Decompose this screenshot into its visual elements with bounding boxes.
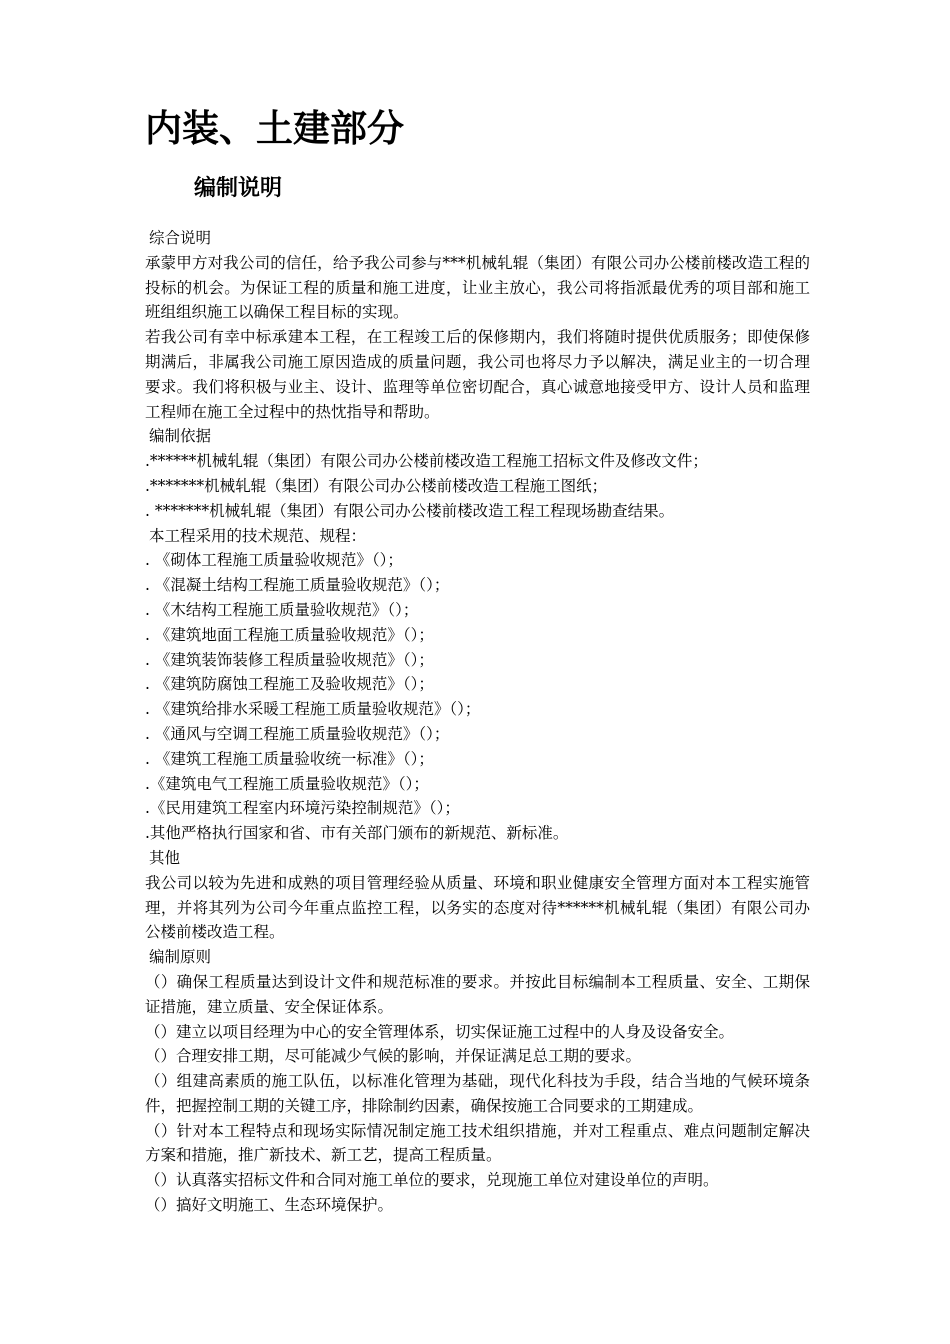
- paragraph: 若我公司有幸中标承建本工程，在工程竣工后的保修期内，我们将随时提供优质服务；即使保修期满后，非属我公司施工原因造成的质量问题，我公司也将尽力予以解决，满足业主的一切合理要求。我们将积极与业主、设计、监理等单位密切配合，真心诚意地接受甲方、设计人员和监理工程师在施工全过程中的热忱指导和帮助。: [145, 328, 810, 421]
- paragraph: 我公司以较为先进和成熟的项目管理经验从质量、环境和职业健康安全管理方面对本工程实施管理，并将其列为公司今年重点监控工程，以务实的态度对待******机械轧辊（集团）有限公司办公楼前楼改造工程。: [145, 873, 810, 942]
- list-item: . 《砌体工程施工质量验收规范》（）；: [145, 551, 403, 570]
- list-item: . 《混凝土结构工程施工质量验收规范》（）；: [145, 576, 450, 595]
- list-item: （）针对本工程特点和现场实际情况制定施工技术组织措施，并对工程重点、难点问题制定解决方案和措施，推广新技术、新工艺，提高工程质量。: [145, 1121, 810, 1165]
- document-body: [145, 226, 810, 1218]
- list-item: （）组建高素质的施工队伍，以标准化管理为基础，现代化科技为手段，结合当地的气候环境条件，把握控制工期的关键工序，排除制约因素，确保按施工合同要求的工期建成。: [145, 1072, 810, 1115]
- list-item: . 《木结构工程施工质量验收规范》（）；: [145, 600, 419, 619]
- paragraph: 承蒙甲方对我公司的信任，给予我公司参与***机械轧辊（集团）有限公司办公楼前楼改造工程的投标的机会。为保证工程的质量和施工进度，让业主放心，我公司将指派最优秀的项目部和施工班组组织施工以确保工程目标的实现。: [145, 253, 810, 322]
- list-item: （）认真落实招标文件和合同对施工单位的要求，兑现施工单位对建设单位的声明。: [145, 1171, 719, 1190]
- list-item: （）搞好文明施工、生态环境保护。: [145, 1196, 394, 1215]
- list-item: .******机械轧辊（集团）有限公司办公楼前楼改造工程施工招标文件及修改文件；: [145, 452, 708, 471]
- document-title: 内装、土建部分: [145, 107, 404, 150]
- list-item: . 《建筑给排水采暖工程施工质量验收规范》（）；: [145, 700, 481, 719]
- list-item: （）确保工程质量达到设计文件和规范标准的要求。并按此目标编制本工程质量、安全、工期保证措施，建立质量、安全保证体系。: [145, 972, 810, 1016]
- list-item: . *******机械轧辊（集团）有限公司办公楼前楼改造工程工程现场勘查结果。: [145, 501, 675, 520]
- heading-principles: 编制原则: [149, 948, 212, 967]
- heading-standards: 本工程采用的技术规范、规程：: [149, 526, 367, 545]
- list-item: .《民用建筑工程室内环境污染控制规范》（）；: [145, 799, 460, 818]
- list-item: . 《建筑防腐蚀工程施工及验收规范》（）；: [145, 675, 434, 694]
- list-item: . 《建筑地面工程施工质量验收规范》（）；: [145, 625, 434, 644]
- list-item: . 《建筑装饰装修工程质量验收规范》（）；: [145, 650, 434, 669]
- list-item: .《建筑电气工程施工质量验收规范》（）；: [145, 774, 429, 793]
- heading-overview: 综合说明: [149, 229, 212, 247]
- list-item: . 《通风与空调工程施工质量验收规范》（）；: [145, 724, 450, 743]
- list-item: .其他严格执行国家和省、市有关部门颁布的新规范、新标准。: [145, 824, 569, 843]
- list-item: （）建立以项目经理为中心的安全管理体系，切实保证施工过程中的人身及设备安全。: [145, 1022, 735, 1041]
- list-item: .*******机械轧辊（集团）有限公司办公楼前楼改造工程施工图纸；: [145, 476, 608, 495]
- heading-basis: 编制依据: [149, 427, 212, 446]
- list-item: . 《建筑工程施工质量验收统一标准》（）；: [145, 749, 434, 768]
- heading-other: 其他: [149, 848, 181, 867]
- section-title: 编制说明: [194, 176, 283, 201]
- list-item: （）合理安排工期，尽可能减少气候的影响，并保证满足总工期的要求。: [145, 1047, 642, 1066]
